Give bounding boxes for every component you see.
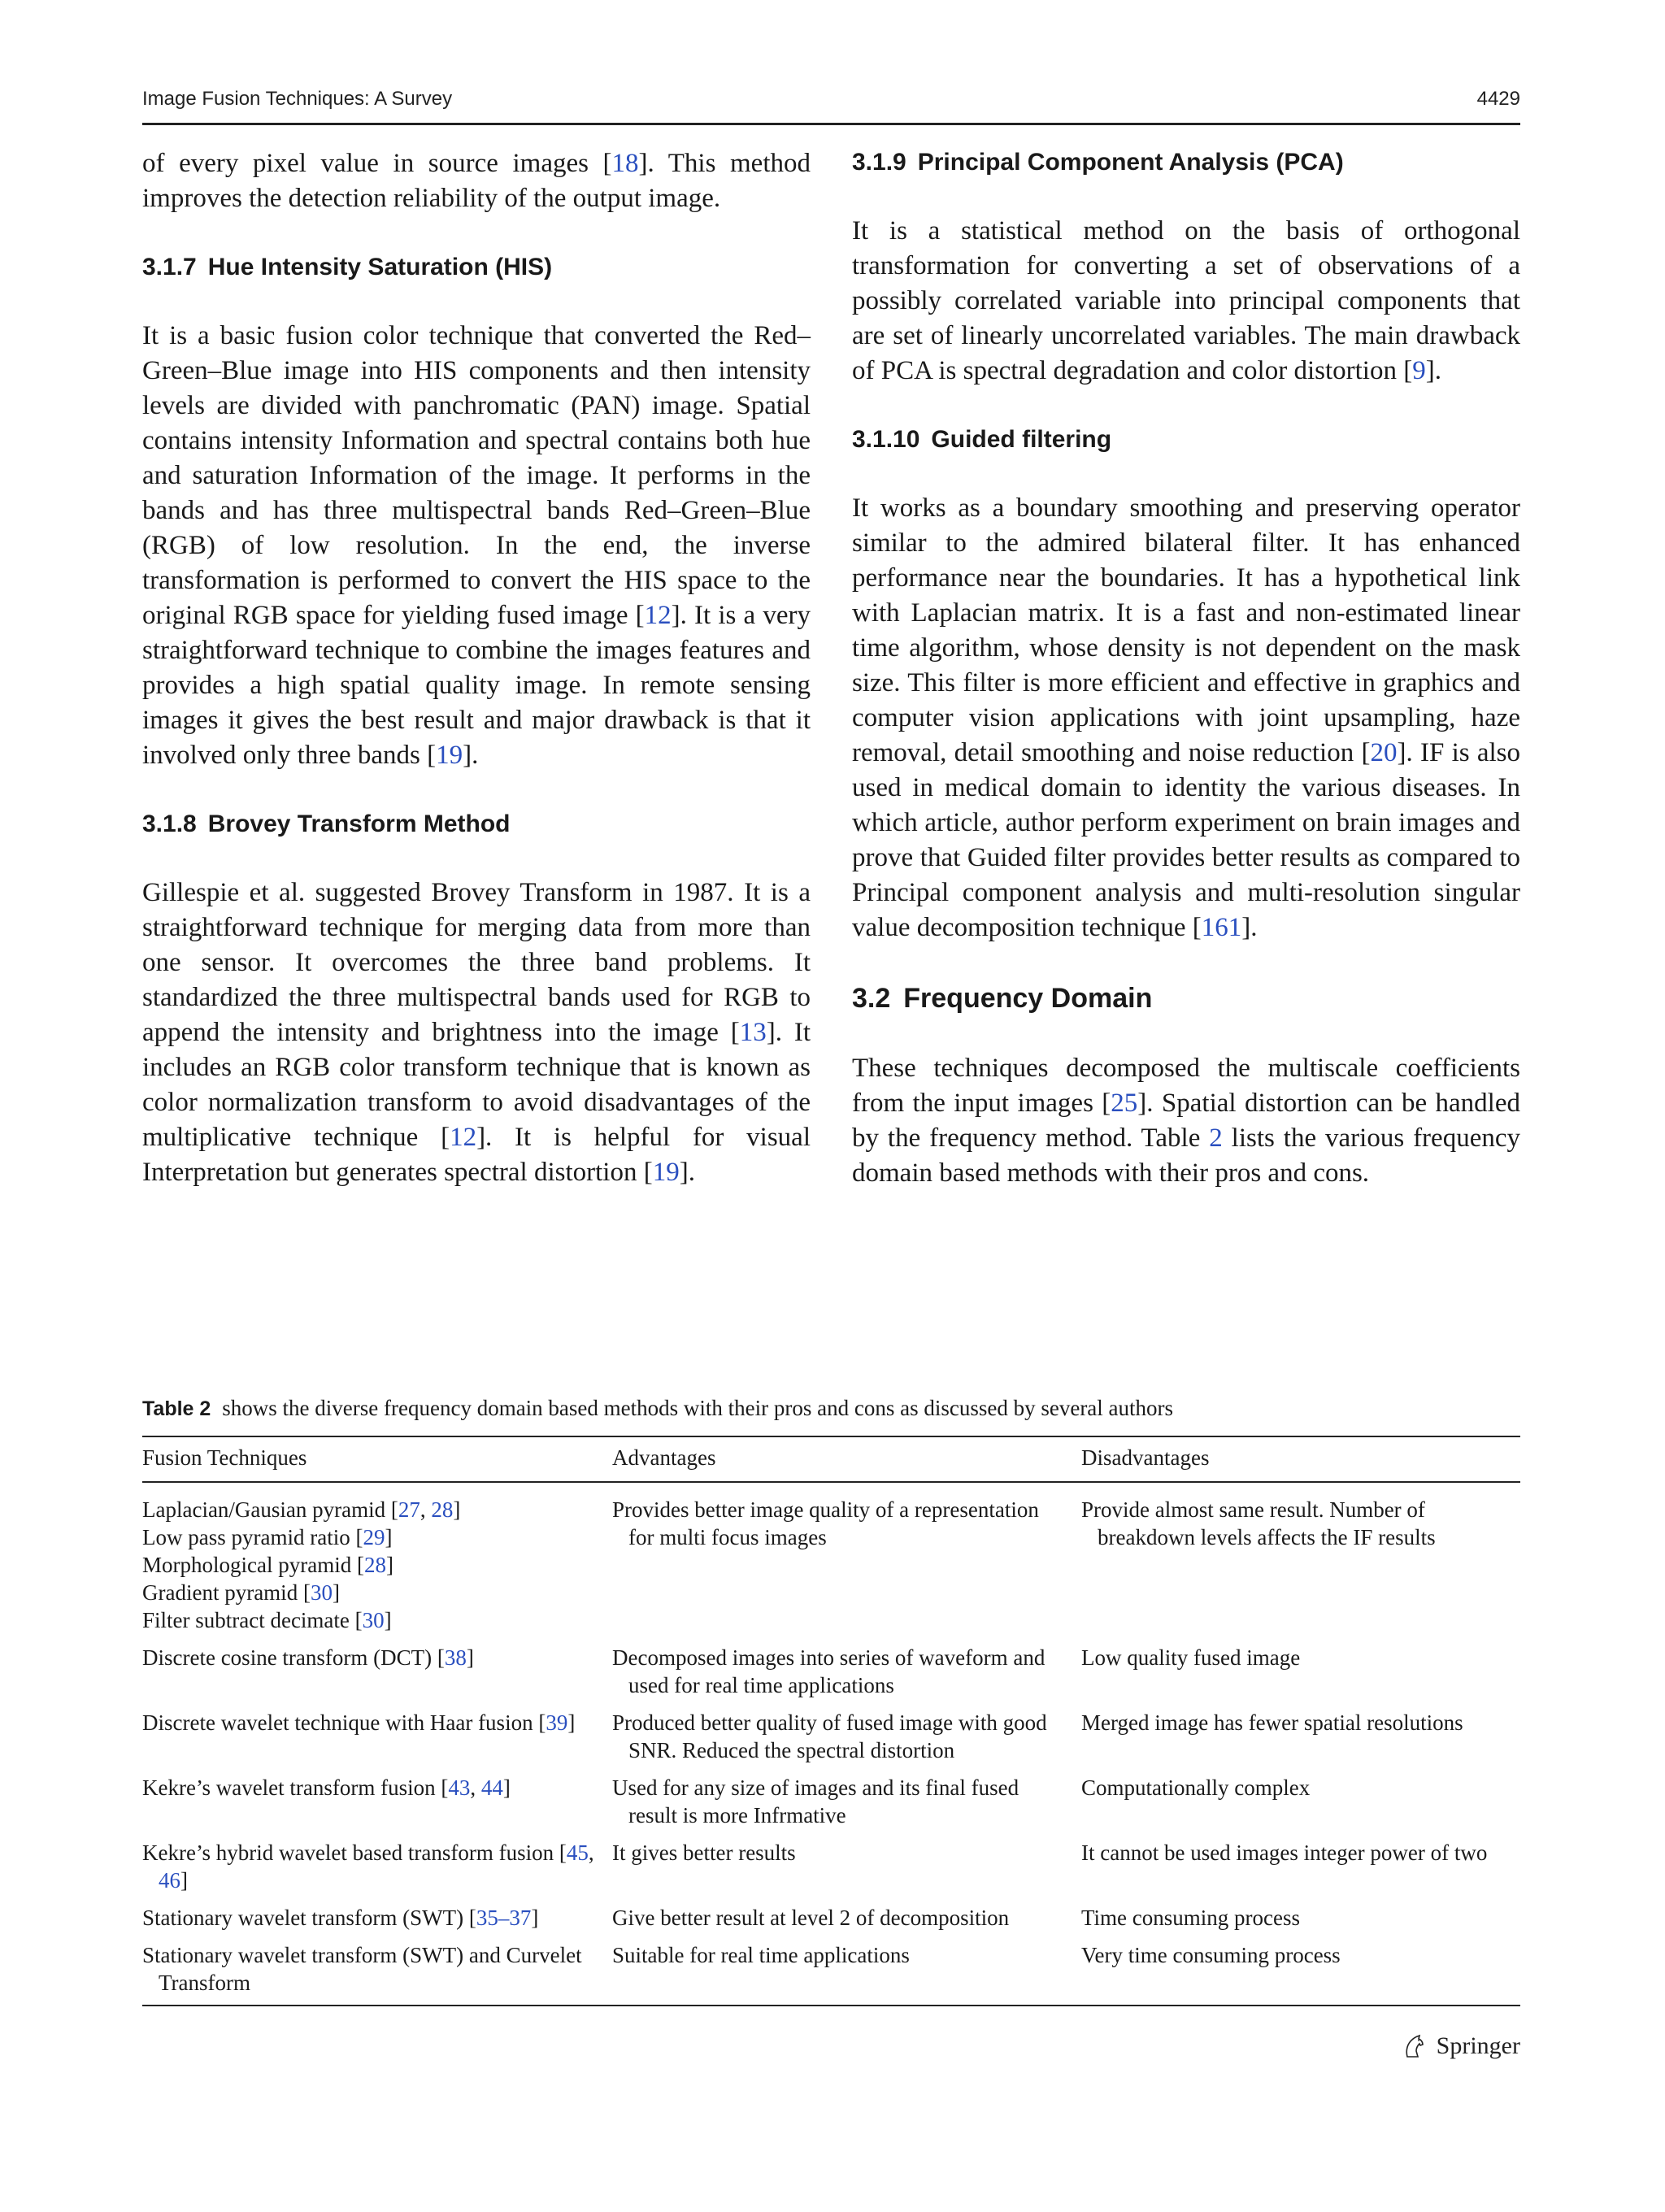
citation-link[interactable]: 12: [644, 601, 672, 630]
table-row: [142, 1706, 1520, 1771]
section-number: 3.2: [852, 983, 891, 1014]
disadvantage-text: It cannot be used images integer power of two: [1081, 1840, 1488, 1865]
section-number: 3.1.10: [852, 426, 920, 453]
disadvantage-text: Very time consuming process: [1081, 1943, 1341, 1967]
advantage-cell: [612, 1706, 1081, 1771]
citation-link[interactable]: 161: [1201, 913, 1242, 942]
technique-line: Discrete cosine transform (DCT) [38]: [142, 1645, 474, 1670]
disadvantage-cell: [1081, 1641, 1520, 1706]
advantage-text: Produced better quality of fused image with good SNR. Reduced the spectral distortion: [612, 1710, 1047, 1762]
running-title: Image Fusion Techniques: A Survey: [142, 88, 453, 110]
right-column: [852, 146, 1520, 1191]
advantage-text: Decomposed images into series of waveform and used for real time applications: [612, 1645, 1046, 1697]
section-title: Frequency Domain: [903, 983, 1153, 1014]
disadvantage-cell: [1081, 1836, 1520, 1901]
technique-line: Gradient pyramid [30]: [142, 1580, 340, 1605]
section-3-1-8-heading: [142, 808, 811, 841]
technique-line: Morphological pyramid [28]: [142, 1553, 393, 1577]
technique-line: Low pass pyramid ratio [29]: [142, 1525, 393, 1549]
citation-link[interactable]: 45: [566, 1840, 589, 1865]
table-caption: [142, 1394, 1520, 1423]
citation-link[interactable]: 35–37: [476, 1906, 532, 1930]
section-3-2-heading: [852, 980, 1520, 1016]
citation-link[interactable]: 25: [1111, 1089, 1138, 1118]
citation-link[interactable]: 27: [398, 1497, 420, 1522]
section-title: Guided filtering: [931, 426, 1112, 453]
advantage-text: Used for any size of images and its final fused result is more Infrmative: [612, 1775, 1019, 1827]
citation-link[interactable]: 38: [444, 1645, 467, 1670]
technique-cell: [142, 1938, 612, 2006]
citation-link[interactable]: 28: [431, 1497, 454, 1522]
technique-cell: [142, 1641, 612, 1706]
citation-link[interactable]: 18: [611, 149, 639, 178]
citation-link[interactable]: 2: [1209, 1123, 1223, 1153]
running-header: [142, 88, 1520, 111]
technique-line: Discrete wavelet technique with Haar fusion [39]: [142, 1710, 576, 1735]
guided-filtering-paragraph: It works as a boundary smoothing and preserving operator similar to the admired bilateral filter. It has enhanced performance near the boundaries. It has a hypothetical link with Laplacian matrix. It is a fast and non-estimated linear time algorithm, whose density is not dependent on the mask size. This filter is more efficient and effective in graphics and computer vision applications with joint upsampling, haze removal, detail smoothing and noise reduction [20]. IF is also used in medical domain to identity the various diseases. In which article, author perform experiment on brain images and prove that Guided filter provides better results as compared to Principal component analysis and multi-resolution singular value decomposition technique [161].: [852, 493, 1521, 942]
table-row: [142, 1771, 1520, 1836]
advantage-cell: [612, 1641, 1081, 1706]
technique-cell: [142, 1482, 612, 1641]
section-3-1-10-heading: [852, 424, 1520, 456]
frequency-domain-paragraph: These techniques decomposed the multiscale coefficients from the input images [25]. Spatial distortion can be handled by the frequency method. Table 2 lists the various frequency domain based methods with their pros and cons.: [852, 1054, 1520, 1188]
citation-link[interactable]: 29: [363, 1525, 385, 1549]
citation-link[interactable]: 13: [739, 1018, 767, 1047]
table-row: [142, 1482, 1520, 1641]
section-3-1-7-heading: [142, 251, 811, 284]
citation-link[interactable]: 20: [1370, 738, 1398, 767]
advantage-cell: [612, 1836, 1081, 1901]
citation-link[interactable]: 28: [363, 1553, 386, 1577]
disadvantage-text: Low quality fused image: [1081, 1645, 1301, 1670]
publisher-logo: [1401, 2032, 1520, 2060]
technique-cell: [142, 1836, 612, 1901]
section-title: Hue Intensity Saturation (HIS): [207, 254, 553, 280]
table-header-cell: Fusion Techniques: [142, 1436, 612, 1482]
technique-cell: [142, 1901, 612, 1938]
citation-link[interactable]: 12: [450, 1123, 477, 1152]
technique-line: Stationary wavelet transform (SWT) [35–37]: [142, 1906, 539, 1930]
advantage-text: It gives better results: [612, 1840, 796, 1865]
advantage-text: Suitable for real time applications: [612, 1943, 910, 1967]
section-number: 3.1.7: [142, 254, 197, 280]
table-header-row: [142, 1436, 1520, 1482]
table-label: Table 2: [142, 1397, 211, 1420]
pca-paragraph: It is a statistical method on the basis of orthogonal transformation for converting a set of observations of a possibly correlated variable into principal components that are set of linearly uncorrelated variables. The main drawback of PCA is spectral degradation and color distortion [9].: [852, 216, 1520, 385]
left-column: [142, 146, 811, 1190]
disadvantage-cell: [1081, 1901, 1520, 1938]
section-title: Brovey Transform Method: [207, 810, 511, 837]
citation-link[interactable]: 46: [159, 1868, 180, 1893]
citation-link[interactable]: 19: [436, 741, 463, 770]
advantage-cell: [612, 1482, 1081, 1641]
section-number: 3.1.9: [852, 149, 906, 176]
table-row: [142, 1836, 1520, 1901]
section-3-1-9-heading: [852, 146, 1520, 179]
table-caption-text: shows the diverse frequency domain based methods with their pros and cons as discussed by several authors: [222, 1396, 1174, 1420]
technique-line: Filter subtract decimate [30]: [142, 1608, 392, 1632]
advantage-text: Give better result at level 2 of decomposition: [612, 1906, 1010, 1930]
disadvantage-text: Time consuming process: [1081, 1906, 1300, 1930]
disadvantage-text: Merged image has fewer spatial resolutions: [1081, 1710, 1463, 1735]
page-number: 4429: [1476, 88, 1520, 110]
frequency-methods-table: [142, 1436, 1520, 2006]
disadvantage-text: Computationally complex: [1081, 1775, 1311, 1800]
section-number: 3.1.8: [142, 810, 197, 837]
citation-link[interactable]: 19: [652, 1158, 680, 1187]
citation-link[interactable]: 9: [1412, 356, 1426, 385]
citation-link[interactable]: 43: [448, 1775, 471, 1800]
citation-link[interactable]: 44: [480, 1775, 503, 1800]
disadvantage-cell: [1081, 1482, 1520, 1641]
citation-link[interactable]: 30: [310, 1580, 333, 1605]
his-paragraph: It is a basic fusion color technique that converted the Red–Green–Blue image into HIS components and then intensity levels are divided with panchromatic (PAN) image. Spatial contains intensity Information and spectral contains both hue and saturation Information of the image. It performs in the bands and has three multispectral bands Red–Green–Blue (RGB) of low resolution. In the end, the inverse transformation is performed to convert the HIS space to the original RGB space for yielding fused image [12]. It is a very straightforward technique to combine the images features and provides a high spatial quality image. In remote sensing images it gives the best result and major drawback is that it involved only three bands [19].: [142, 321, 811, 770]
section-title: Principal Component Analysis (PCA): [917, 149, 1344, 176]
table-body: [142, 1482, 1520, 2006]
header-rule: [142, 123, 1520, 125]
citation-link[interactable]: 30: [362, 1608, 385, 1632]
table-row: [142, 1938, 1520, 2006]
technique-cell: [142, 1706, 612, 1771]
table-row: [142, 1641, 1520, 1706]
disadvantage-cell: [1081, 1938, 1520, 2006]
table-row: [142, 1901, 1520, 1938]
disadvantage-text: Provide almost same result. Number of breakdown levels affects the IF results: [1081, 1497, 1436, 1549]
table-header-cell: Advantages: [612, 1436, 1081, 1482]
technique-line: Kekre’s wavelet transform fusion [43, 44]: [142, 1775, 511, 1800]
springer-horse-icon: [1401, 2032, 1428, 2060]
citation-link[interactable]: 39: [546, 1710, 568, 1735]
disadvantage-cell: [1081, 1706, 1520, 1771]
table-header-cell: Disadvantages: [1081, 1436, 1520, 1482]
advantage-cell: [612, 1938, 1081, 2006]
advantage-cell: [612, 1771, 1081, 1836]
publisher-name: Springer: [1436, 2032, 1520, 2059]
technique-line: Laplacian/Gausian pyramid [27, 28]: [142, 1497, 461, 1522]
advantage-cell: [612, 1901, 1081, 1938]
advantage-text: Provides better image quality of a representation for multi focus images: [612, 1497, 1039, 1549]
disadvantage-cell: [1081, 1771, 1520, 1836]
technique-cell: [142, 1771, 612, 1836]
technique-line: Stationary wavelet transform (SWT) and Curvelet Transform: [142, 1943, 582, 1995]
intro-paragraph: of every pixel value in source images [18]. This method improves the detection reliability of the output image.: [142, 149, 811, 213]
brovey-paragraph: Gillespie et al. suggested Brovey Transform in 1987. It is a straightforward technique for merging data from more than one sensor. It overcomes the three band problems. It standardized the three multispectral bands used for RGB to append the intensity and brightness into the image [13]. It includes an RGB color transform technique that is known as color normalization transform to avoid disadvantages of the multiplicative technique [12]. It is helpful for visual Interpretation but generates spectral distortion [19].: [142, 878, 811, 1187]
technique-line: Kekre’s hybrid wavelet based transform fusion [45, 46]: [142, 1840, 594, 1893]
